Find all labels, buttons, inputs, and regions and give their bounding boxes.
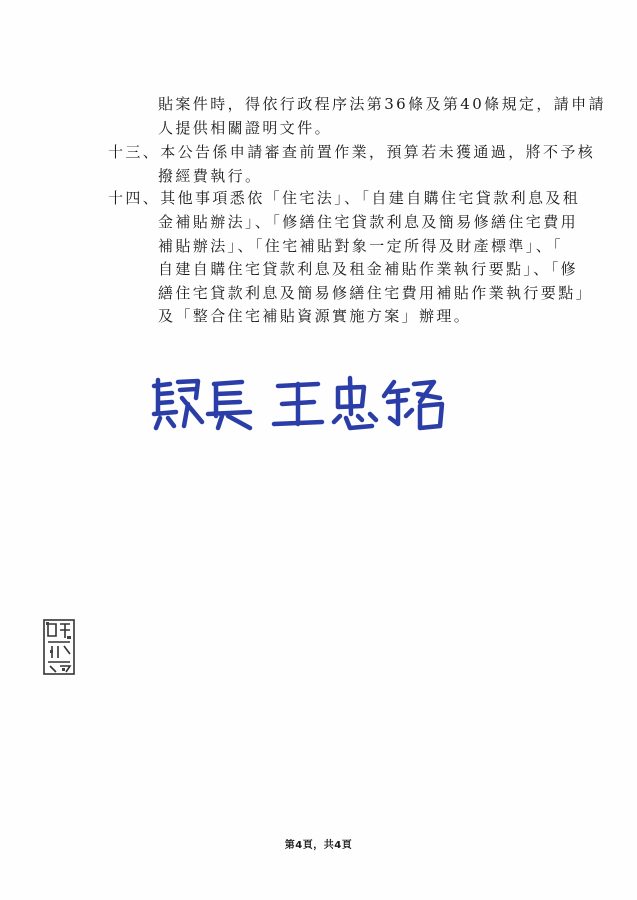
signature-brush-strokes [150,372,450,432]
item-14-line-2: 金補貼辦法」、「修繕住宅貸款利息及簡易修繕住宅費用 [158,213,579,231]
item-13-line-2: 撥經費執行。 [158,167,263,185]
page-footer: 第4頁，共4頁 [284,840,353,851]
item-14-line-6: 及「整合住宅補貼資源實施方案」辦理。 [158,307,472,325]
seal-stamp-icon [42,618,76,676]
item-14-line-5: 繕住宅貸款利息及簡易修繕住宅費用補貼作業執行要點」 [158,284,594,302]
magistrate-signature [150,372,450,432]
item-14-line-4: 自建自購住宅貸款利息及租金補貼作業執行要點」、「修 [158,260,579,278]
body-line-1: 貼案件時，得依行政程序法第36條及第40條規定，請申請 [158,95,606,113]
item-14-line-1: 十四、其他事項悉依「住宅法」、「自建自購住宅貸款利息及租 [108,189,581,207]
seal-stamp-graphic [42,618,76,676]
item-13-line-1: 十三、本公告係申請審查前置作業，預算若未獲通過，將不予核 [108,143,596,161]
body-line-2: 人提供相關證明文件。 [158,119,333,137]
item-14-line-3: 補貼辦法」、「住宅補貼對象一定所得及財產標準」、「 [158,237,564,255]
